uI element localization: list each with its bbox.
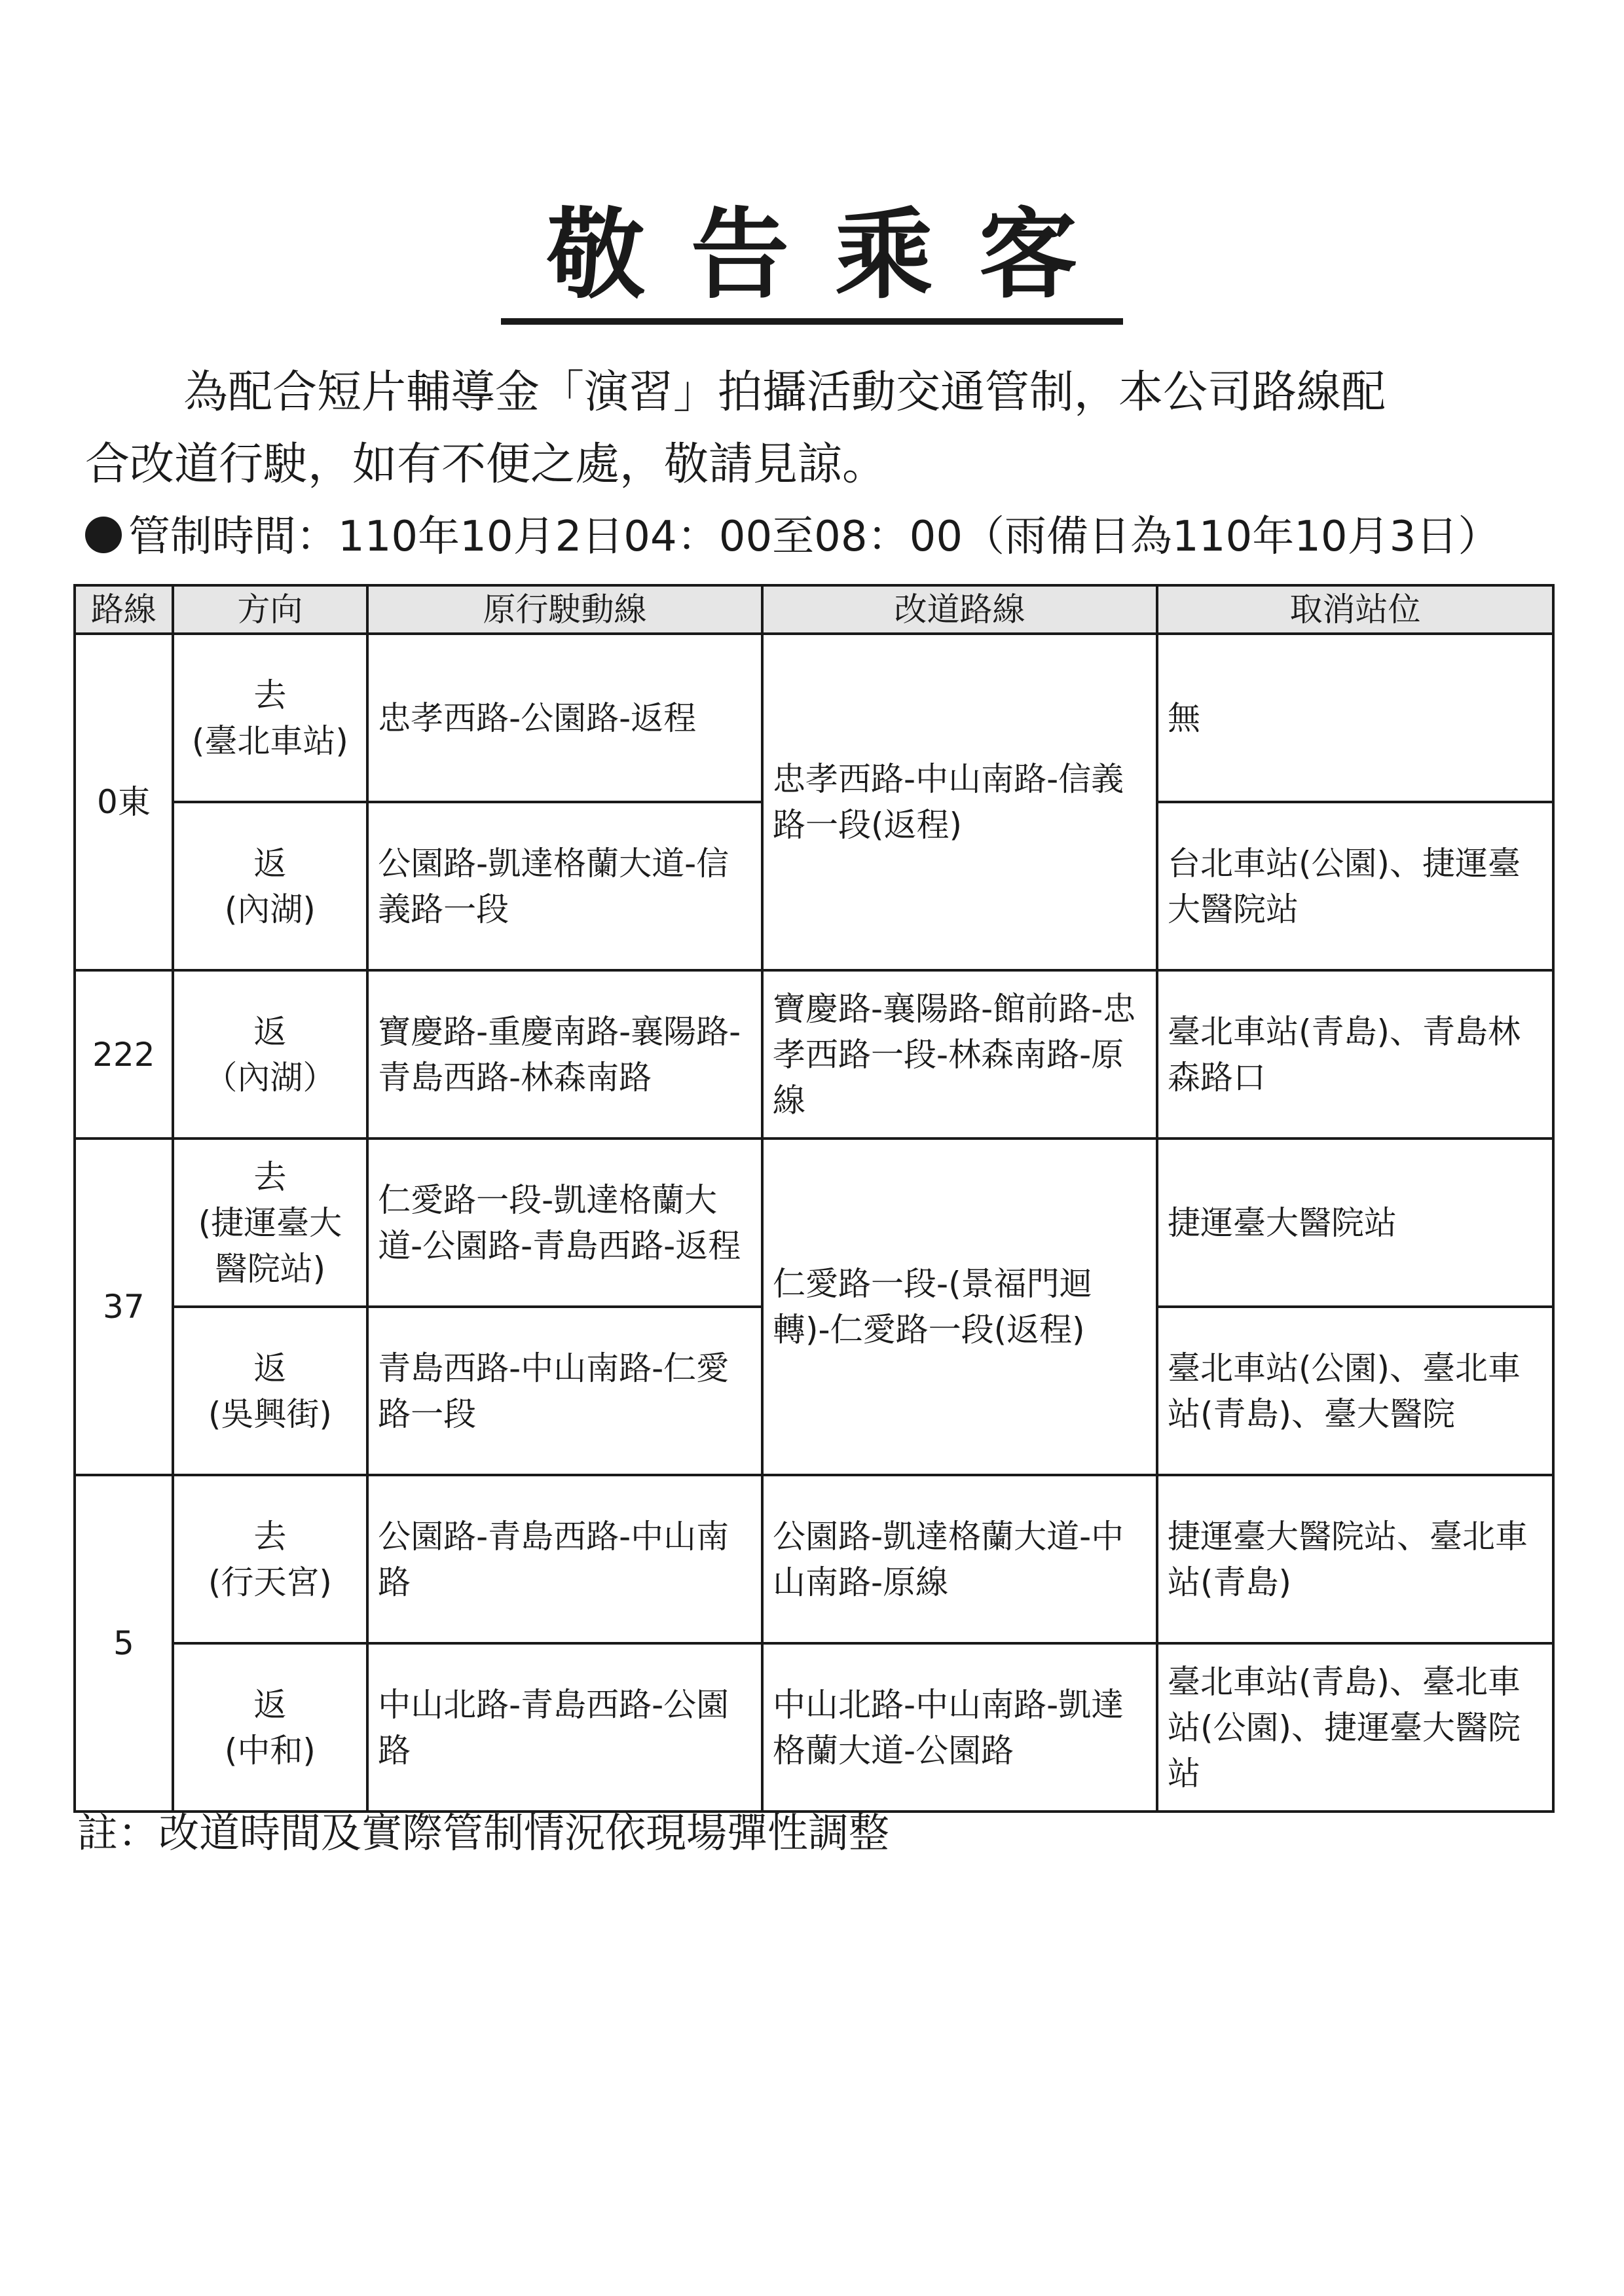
- direction-destination: (內湖): [224, 890, 316, 928]
- bullet-icon: [85, 517, 122, 553]
- table-row: [75, 634, 1553, 802]
- table-row: [75, 1643, 1553, 1812]
- route-number: 222: [75, 970, 173, 1139]
- detour-route-cell: 中山北路-中山南路-凱達格蘭大道-公園路: [762, 1643, 1157, 1812]
- direction-destination: (吳興街): [208, 1394, 332, 1433]
- table-row: [75, 1475, 1553, 1643]
- control-time: [85, 504, 1500, 570]
- notice-title-text: 敬告乘客: [501, 196, 1123, 325]
- header-direction: 方向: [173, 585, 367, 634]
- original-route-cell: 公園路-青島西路-中山南路: [367, 1475, 762, 1643]
- direction-label: 返: [253, 844, 287, 883]
- direction-label: 返: [253, 1349, 287, 1387]
- header-route: 路線: [75, 585, 173, 634]
- cancelled-stops-cell: 臺北車站(青島)、臺北車站(公園)、捷運臺大醫院站: [1157, 1643, 1553, 1812]
- detour-table: [73, 584, 1555, 1813]
- direction-cell: [173, 634, 367, 802]
- cancelled-stops-cell: 捷運臺大醫院站: [1157, 1139, 1553, 1307]
- direction-cell: [173, 970, 367, 1139]
- direction-label: 返: [253, 1012, 287, 1051]
- table-header-row: [75, 585, 1553, 634]
- direction-destination: (行天宮): [208, 1563, 332, 1601]
- control-time-text: 管制時間：110年10月2日04：00至08：00（雨備日為110年10月3日）: [128, 513, 1500, 561]
- cancelled-stops-cell: 臺北車站(青島)、青島林森路口: [1157, 970, 1553, 1139]
- intro-line-2: 合改道行駛，如有不便之處，敬請見諒。: [85, 439, 887, 490]
- route-number: 5: [75, 1475, 173, 1812]
- header-cancelled-stops: 取消站位: [1157, 585, 1553, 634]
- header-original-route: 原行駛動線: [367, 585, 762, 634]
- original-route-cell: 公園路-凱達格蘭大道-信義路一段: [367, 802, 762, 970]
- intro-line-1: 為配合短片輔導金「演習」拍攝活動交通管制，本公司路線配: [183, 367, 1386, 418]
- direction-destination: (中和): [224, 1731, 316, 1770]
- notice-title: [0, 196, 1624, 325]
- cancelled-stops-cell: 台北車站(公園)、捷運臺大醫院站: [1157, 802, 1553, 970]
- table-row: [75, 970, 1553, 1139]
- footnote: 註：改道時間及實際管制情況依現場彈性調整: [77, 1809, 890, 1857]
- cancelled-stops-cell: 捷運臺大醫院站、臺北車站(青島): [1157, 1475, 1553, 1643]
- direction-destination: （內湖）: [204, 1058, 336, 1097]
- direction-label: 返: [253, 1685, 287, 1724]
- direction-label: 去: [253, 1157, 287, 1196]
- direction-destination: (臺北車站): [191, 721, 348, 760]
- detour-route-cell: 忠孝西路-中山南路-信義路一段(返程): [762, 634, 1157, 970]
- direction-cell: [173, 1643, 367, 1812]
- direction-cell: [173, 1139, 367, 1307]
- direction-cell: [173, 1307, 367, 1475]
- detour-route-cell: 寶慶路-襄陽路-館前路-忠孝西路一段-林森南路-原線: [762, 970, 1157, 1139]
- route-number: 0東: [75, 634, 173, 970]
- direction-label: 去: [253, 1517, 287, 1556]
- original-route-cell: 青島西路-中山南路-仁愛路一段: [367, 1307, 762, 1475]
- detour-route-cell: 仁愛路一段-(景福門迴轉)-仁愛路一段(返程): [762, 1139, 1157, 1475]
- direction-cell: [173, 802, 367, 970]
- detour-route-cell: 公園路-凱達格蘭大道-中山南路-原線: [762, 1475, 1157, 1643]
- cancelled-stops-cell: 無: [1157, 634, 1553, 802]
- original-route-cell: 寶慶路-重慶南路-襄陽路-青島西路-林森南路: [367, 970, 762, 1139]
- intro-paragraph: [85, 357, 1532, 501]
- table-row: [75, 1139, 1553, 1307]
- original-route-cell: 忠孝西路-公園路-返程: [367, 634, 762, 802]
- header-detour-route: 改道路線: [762, 585, 1157, 634]
- cancelled-stops-cell: 臺北車站(公園)、臺北車站(青島)、臺大醫院: [1157, 1307, 1553, 1475]
- direction-destination: (捷運臺大醫院站): [198, 1203, 342, 1288]
- direction-cell: [173, 1475, 367, 1643]
- direction-label: 去: [253, 676, 287, 714]
- route-number: 37: [75, 1139, 173, 1475]
- original-route-cell: 仁愛路一段-凱達格蘭大道-公園路-青島西路-返程: [367, 1139, 762, 1307]
- original-route-cell: 中山北路-青島西路-公園路: [367, 1643, 762, 1812]
